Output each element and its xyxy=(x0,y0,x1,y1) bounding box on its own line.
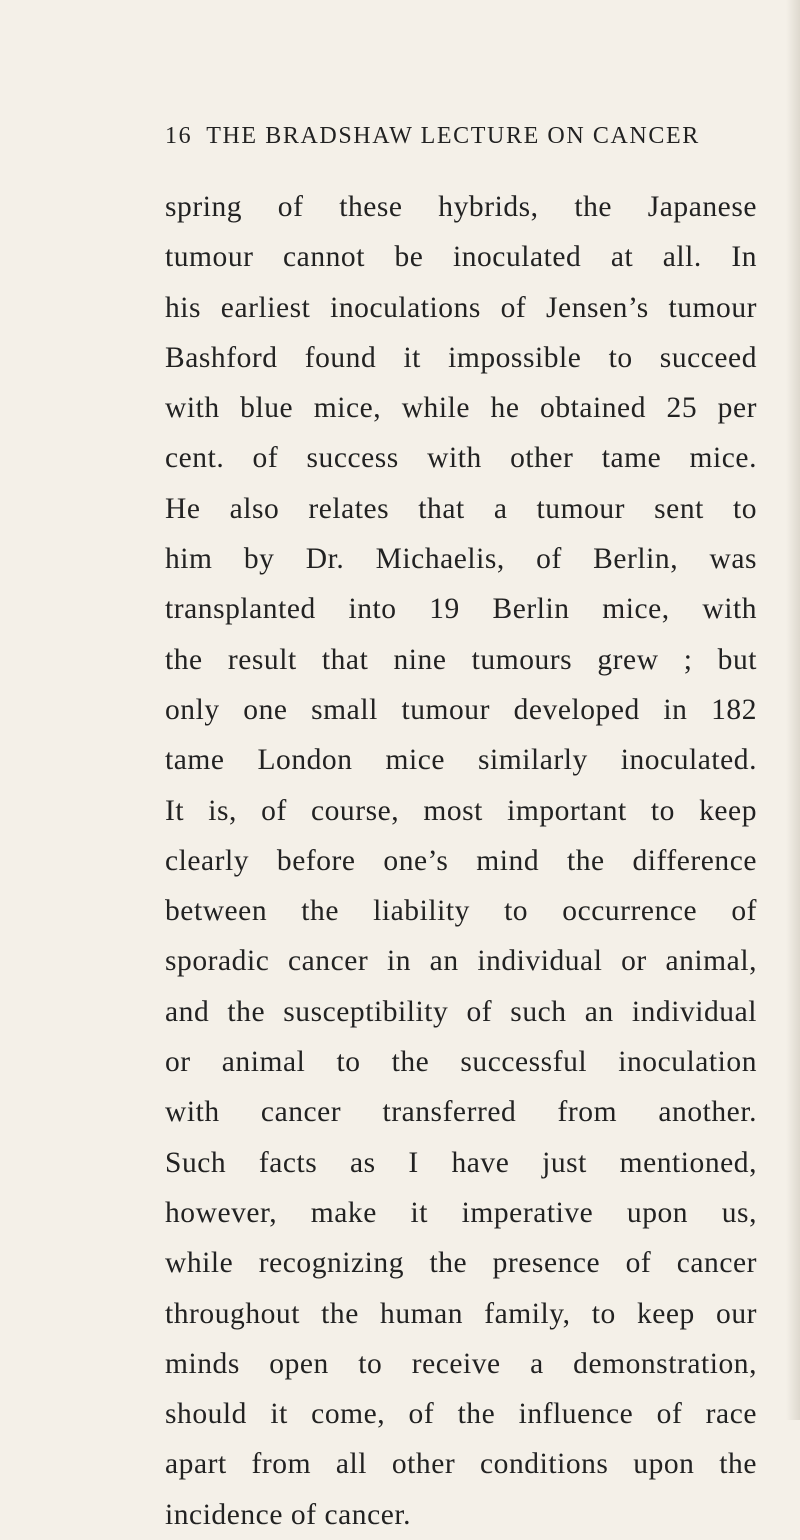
text-line: only one small tumour developed in 182 xyxy=(165,693,757,726)
text-line: transplanted into 19 Berlin mice, with xyxy=(165,593,757,626)
page-number: 16 xyxy=(165,123,193,149)
running-title: THE BRADSHAW LECTURE ON CANCER xyxy=(206,123,700,149)
text-line: He also relates that a tumour sent to xyxy=(165,492,757,525)
text-line: with cancer transferred from another. xyxy=(165,1096,757,1129)
text-line: should it come, of the influence of race xyxy=(165,1398,757,1431)
text-line: tame London mice similarly inoculated. xyxy=(165,744,757,777)
text-line: between the liability to occurrence of xyxy=(165,895,757,928)
text-line: with blue mice, while he obtained 25 per xyxy=(165,392,757,425)
page-edge-shadow xyxy=(786,0,800,1420)
text-line: however, make it imperative upon us, xyxy=(165,1196,757,1229)
text-line: apart from all other conditions upon the xyxy=(165,1448,757,1481)
running-header xyxy=(165,121,725,151)
text-line: Bashford found it impossible to succeed xyxy=(165,341,757,374)
text-line: It is, of course, most important to keep xyxy=(165,794,757,827)
text-line: while recognizing the presence of cancer xyxy=(165,1247,757,1280)
text-line: spring of these hybrids, the Japanese xyxy=(165,191,757,223)
text-line: the result that nine tumours grew ; but xyxy=(165,643,757,676)
text-line: minds open to receive a demonstration, xyxy=(165,1347,757,1380)
text-line: tumour cannot be inoculated at all. In xyxy=(165,241,757,274)
text-line: cent. of success with other tame mice. xyxy=(165,442,757,475)
text-line: his earliest inoculations of Jensen’s tumour xyxy=(165,291,757,324)
text-line: throughout the human family, to keep our xyxy=(165,1297,757,1330)
text-line: sporadic cancer in an individual or animal, xyxy=(165,945,757,978)
text-line: and the susceptibility of such an individual xyxy=(165,995,757,1028)
body-paragraph xyxy=(165,182,757,1540)
text-line: or animal to the successful inoculation xyxy=(165,1046,757,1079)
text-line: Such facts as I have just mentioned, xyxy=(165,1146,757,1179)
text-line: clearly before one’s mind the difference xyxy=(165,844,757,877)
text-line: incidence of cancer. xyxy=(165,1498,412,1531)
text-line: him by Dr. Michaelis, of Berlin, was xyxy=(165,543,757,576)
